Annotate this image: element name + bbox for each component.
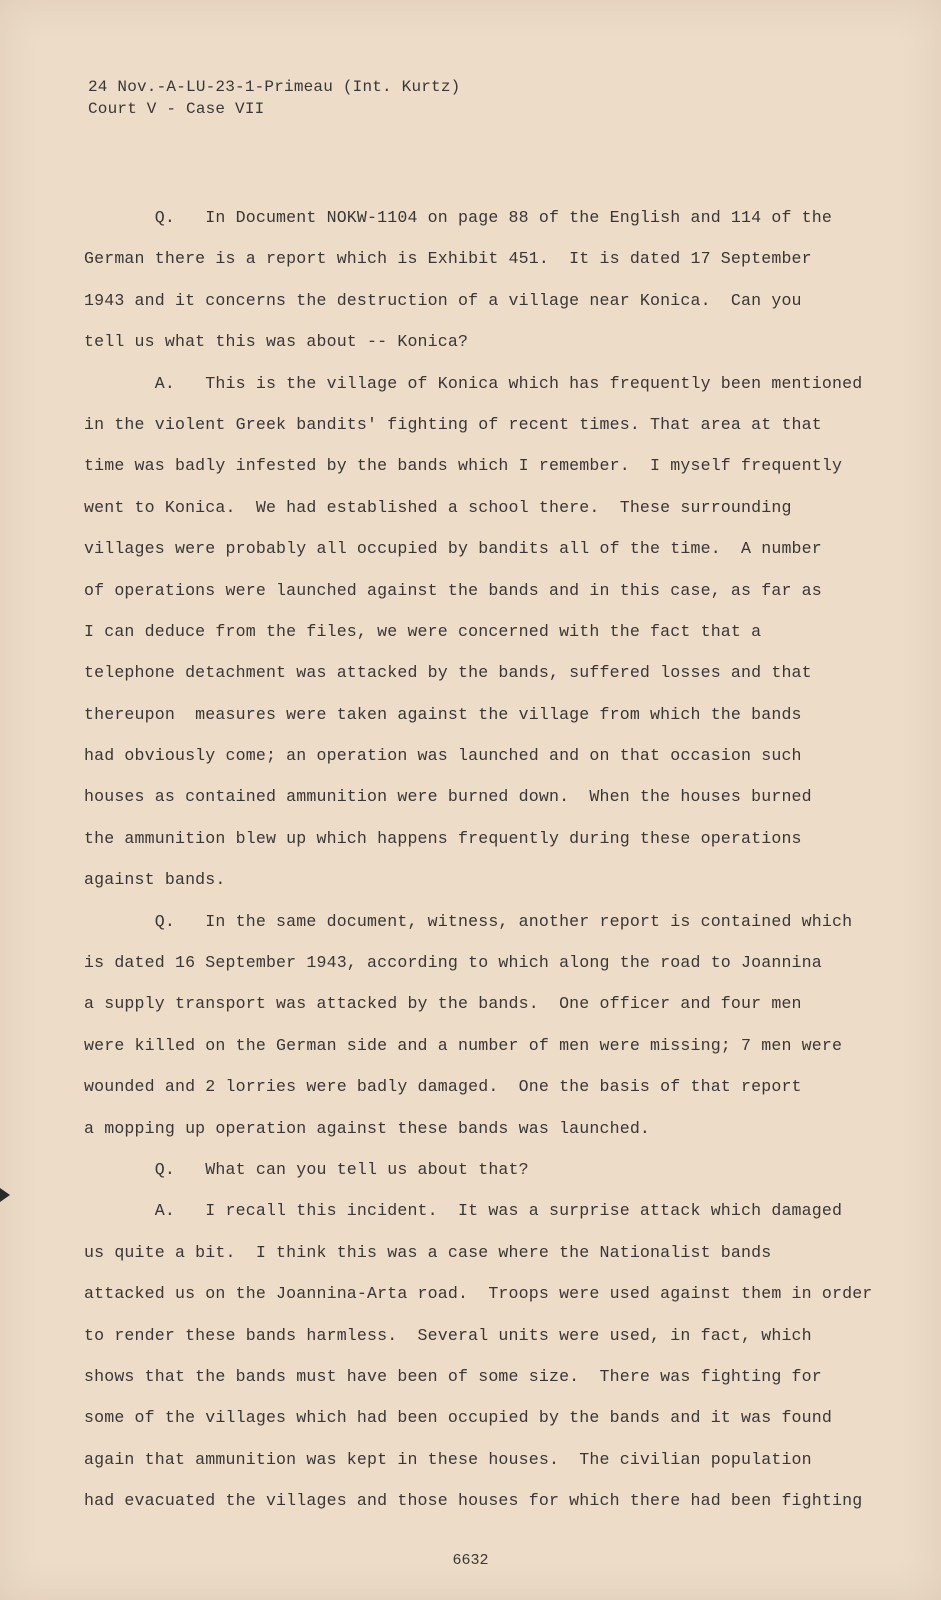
header-case-reference: 24 Nov.-A-LU-23-1-Primeau (Int. Kurtz) — [88, 78, 461, 96]
header-court-case: Court V - Case VII — [88, 100, 265, 118]
transcript-line: tell us what this was about -- Konica? — [84, 332, 469, 352]
transcript-line: German there is a report which is Exhibit 451. It is dated 17 September — [84, 249, 812, 269]
transcript-line: telephone detachment was attacked by the bands, suffered losses and that — [84, 663, 812, 683]
transcript-line: against bands. — [84, 870, 226, 890]
transcript-line: the ammunition blew up which happens frequently during these operations — [84, 828, 802, 848]
transcript-line: some of the villages which had been occupied by the bands and it was found — [84, 1408, 832, 1428]
transcript-line: in the violent Greek bandits' fighting of recent times. That area at that — [84, 414, 822, 434]
transcript-line: a supply transport was attacked by the bands. One officer and four men — [84, 994, 802, 1014]
transcript-line: houses as contained ammunition were burned down. When the houses burned — [84, 787, 812, 807]
transcript-line: I can deduce from the files, we were concerned with the fact that a — [84, 621, 762, 641]
transcript-line: of operations were launched against the bands and in this case, as far as — [84, 580, 822, 600]
transcript-line: had evacuated the villages and those houses for which there had been fighting — [84, 1491, 863, 1511]
transcript-line: shows that the bands must have been of some size. There was fighting for — [84, 1366, 822, 1386]
transcript-line: Q. In the same document, witness, another report is contained which — [84, 911, 853, 931]
transcript-line: us quite a bit. I think this was a case where the Nationalist bands — [84, 1242, 772, 1262]
transcript-line: went to Konica. We had established a school there. These surrounding — [84, 497, 792, 517]
transcript-line: Q. In Document NOKW-1104 on page 88 of the English and 114 of the — [84, 208, 832, 227]
transcript-line: 1943 and it concerns the destruction of a village near Konica. Can you — [84, 290, 802, 310]
page-number: 6632 — [452, 1552, 489, 1569]
binding-hole-mark — [0, 1188, 10, 1202]
transcript-line: is dated 16 September 1943, according to which along the road to Joannina — [84, 953, 822, 973]
transcript-body — [84, 197, 884, 1522]
document-header — [88, 76, 460, 120]
transcript-line: again that ammunition was kept in these houses. The civilian population — [84, 1449, 812, 1469]
transcript-line: A. This is the village of Konica which has frequently been mentioned — [84, 373, 863, 393]
transcript-line: to render these bands harmless. Several units were used, in fact, which — [84, 1325, 812, 1345]
transcript-line: a mopping up operation against these bands was launched. — [84, 1118, 651, 1138]
transcript-line: thereupon measures were taken against the village from which the bands — [84, 704, 802, 724]
transcript-line: had obviously come; an operation was launched and on that occasion such — [84, 746, 802, 766]
transcript-line: A. I recall this incident. It was a surprise attack which damaged — [84, 1201, 843, 1221]
transcript-line: wounded and 2 lorries were badly damaged. One the basis of that report — [84, 1077, 802, 1097]
transcript-line: attacked us on the Joannina-Arta road. Troops were used against them in order — [84, 1284, 873, 1304]
transcript-line: Q. What can you tell us about that? — [84, 1159, 529, 1179]
transcript-line: villages were probably all occupied by bandits all of the time. A number — [84, 539, 822, 559]
transcript-line: time was badly infested by the bands which I remember. I myself frequently — [84, 456, 843, 476]
transcript-line: were killed on the German side and a number of men were missing; 7 men were — [84, 1035, 843, 1055]
